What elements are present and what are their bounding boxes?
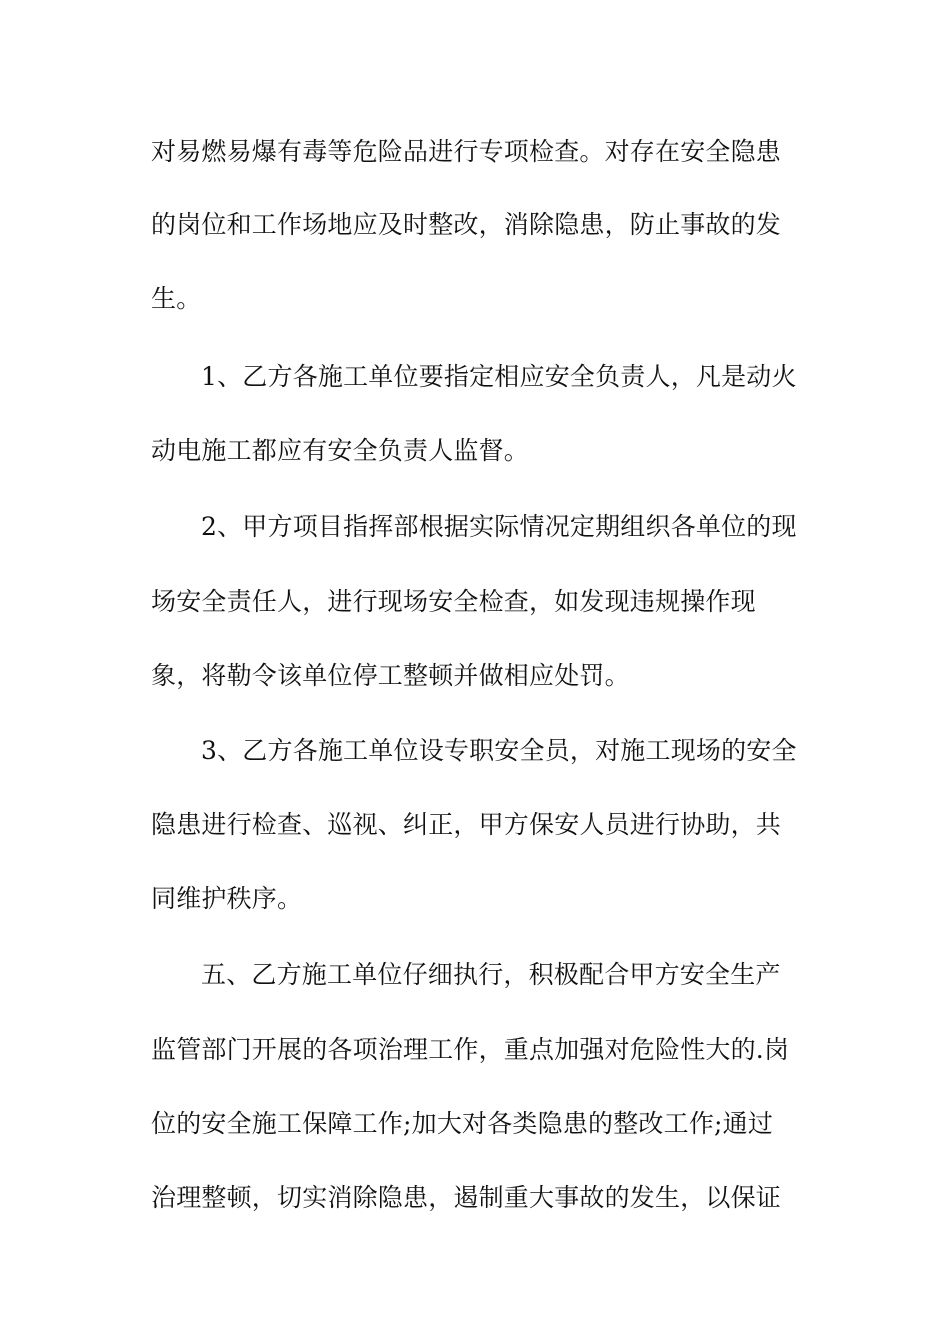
paragraph-item-2-line-2: 场安全责任人，进行现场安全检查，如发现违规操作现 <box>151 587 756 616</box>
text-line-1: 对易燃易爆有毒等危险品进行专项检查。对存在安全隐患 <box>151 137 782 166</box>
paragraph-item-1-line-2: 动电施工都应有安全负责人监督。 <box>151 436 530 465</box>
paragraph-item-2-line-3: 象，将勒令该单位停工整顿并做相应处罚。 <box>151 661 630 690</box>
paragraph-item-1-line-1: 1、乙方各施工单位要指定相应安全负责人，凡是动火 <box>201 362 797 391</box>
text-line-2: 的岗位和工作场地应及时整改，消除隐患，防止事故的发 <box>151 210 782 239</box>
section-five-line-2: 监管部门开展的各项治理工作，重点加强对危险性大的.岗 <box>151 1035 790 1064</box>
paragraph-item-3-line-2: 隐患进行检查、巡视、纠正，甲方保安人员进行协助，共 <box>151 810 782 839</box>
section-five-line-4: 治理整顿，切实消除隐患，遏制重大事故的发生，以保证 <box>151 1183 782 1212</box>
paragraph-item-2-line-1: 2、甲方项目指挥部根据实际情况定期组织各单位的现 <box>201 512 797 541</box>
paragraph-item-3-line-1: 3、乙方各施工单位设专职安全员，对施工现场的安全 <box>201 736 797 765</box>
section-five-line-3: 位的安全施工保障工作;加大对各类隐患的整改工作;通过 <box>151 1109 774 1138</box>
section-five-line-1: 五、乙方施工单位仔细执行，积极配合甲方安全生产 <box>201 960 781 989</box>
text-line-3: 生。 <box>151 284 202 313</box>
paragraph-item-3-line-3: 同维护秩序。 <box>151 884 303 913</box>
